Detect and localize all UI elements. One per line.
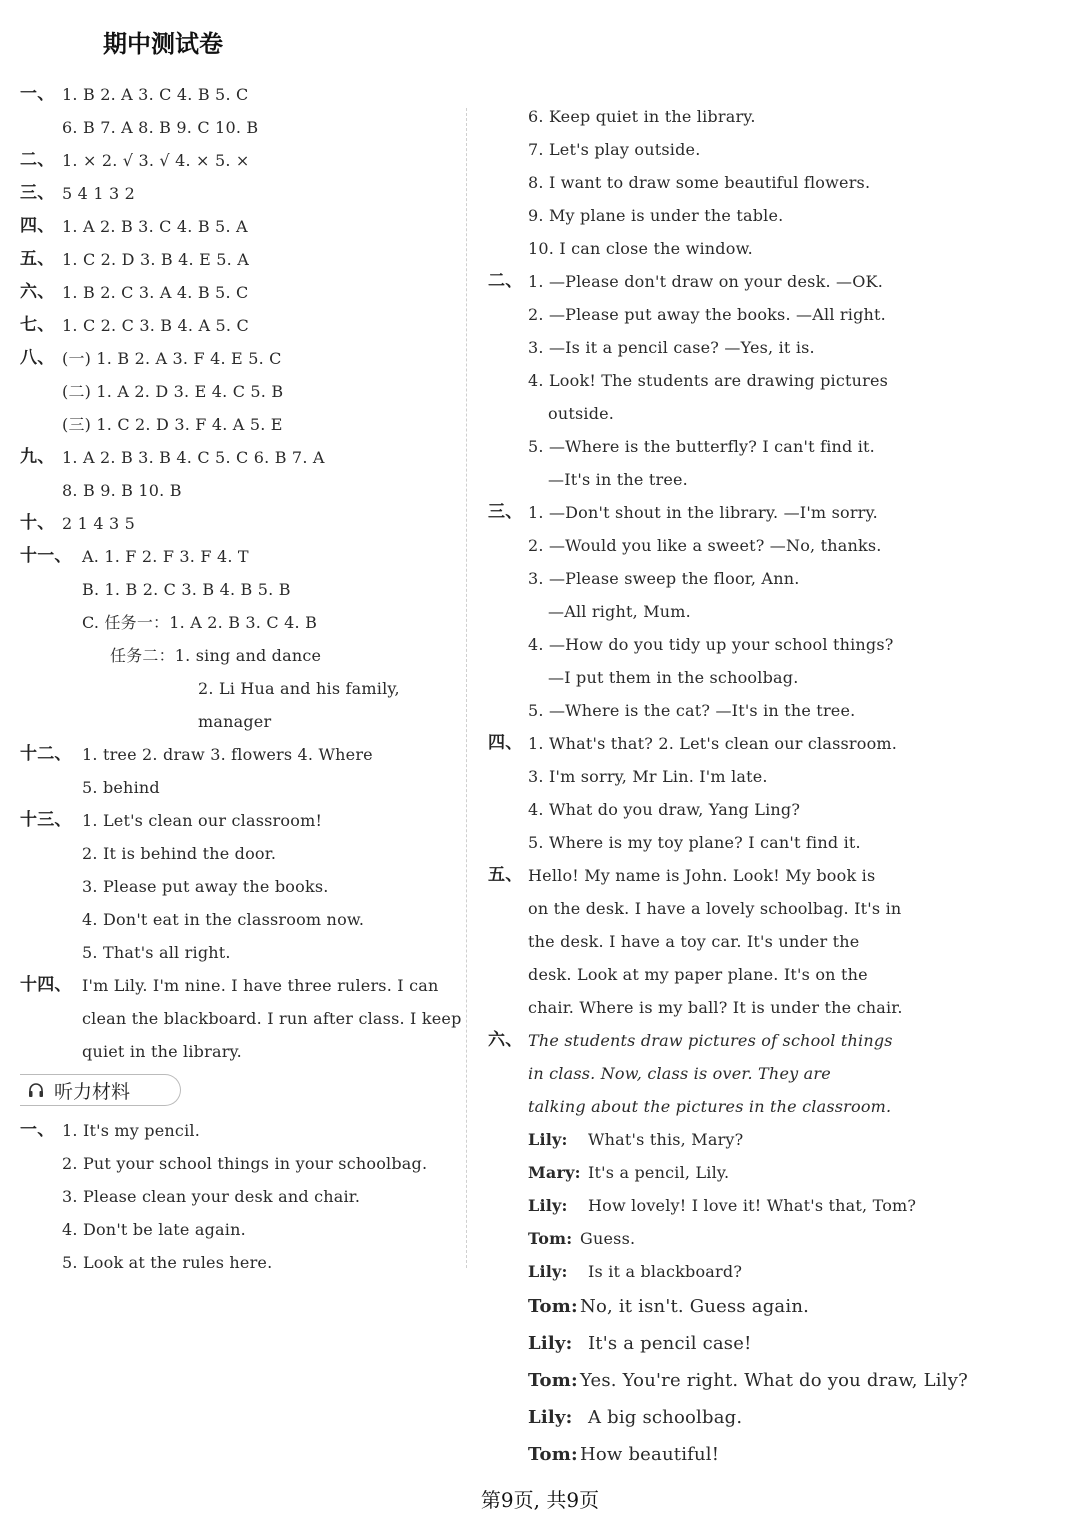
line-text: 8. B 9. B 10. B (62, 481, 182, 500)
right-column-line (488, 1090, 918, 1123)
section-label: 二、 (20, 150, 55, 170)
line-text: 2. It is behind the door. (82, 844, 277, 863)
dialogue-line (488, 1288, 918, 1325)
speaker-name: Lily: (528, 1333, 573, 1354)
right-column-line (488, 430, 918, 463)
line-text: 2. Put your school things in your schoolbag. (62, 1154, 428, 1173)
line-text: 4. —How do you tidy up your school things? (528, 635, 894, 654)
line-text: quiet in the library. (82, 1042, 242, 1061)
answer-key-list (20, 78, 462, 1068)
line-text: 4. Don't eat in the classroom now. (82, 910, 365, 929)
left-column-line (20, 441, 450, 474)
section-label: 六、 (488, 1030, 523, 1050)
line-text: 5. That's all right. (82, 943, 231, 962)
line-text: (二) 1. A 2. D 3. E 4. C 5. B (62, 382, 284, 401)
left-column-line (20, 474, 450, 507)
line-text: 1. —Don't shout in the library. —I'm sorry. (528, 503, 878, 522)
line-text: A. 1. F 2. F 3. F 4. T (82, 547, 249, 566)
line-text: 6. Keep quiet in the library. (528, 107, 756, 126)
right-column (488, 100, 968, 1473)
right-column-line (488, 232, 918, 265)
right-column-line (488, 166, 918, 199)
right-column-line (488, 661, 918, 694)
speaker-line: It's a pencil, Lily. (588, 1163, 730, 1182)
right-column-line (488, 760, 918, 793)
left-column-line (20, 78, 450, 111)
section-label: 三、 (488, 502, 523, 522)
line-text: 3. —Is it a pencil case? —Yes, it is. (528, 338, 815, 357)
dialogue-line (488, 1255, 918, 1288)
listening-badge-label: 听力材料 (54, 1080, 131, 1103)
line-text: 5. behind (82, 778, 160, 797)
left-column-line (20, 936, 450, 969)
section-label: 十三、 (20, 810, 72, 830)
line-text: 2. Li Hua and his family, (198, 679, 400, 698)
speaker-line: How lovely! I love it! What's that, Tom? (588, 1196, 917, 1215)
line-text: on the desk. I have a lovely schoolbag. It's in (528, 899, 902, 918)
line-text: 4. Don't be late again. (62, 1220, 246, 1239)
line-text: outside. (548, 404, 615, 423)
right-column-line (488, 793, 918, 826)
line-text: 6. B 7. A 8. B 9. C 10. B (62, 118, 259, 137)
right-column-line (488, 826, 918, 859)
dialogue-line (488, 1123, 918, 1156)
right-column-line (488, 958, 918, 991)
line-text: 1. B 2. C 3. A 4. B 5. C (62, 283, 249, 302)
line-text: desk. Look at my paper plane. It's on the (528, 965, 868, 984)
dialogue-line (488, 1189, 918, 1222)
line-text: 1. What's that? 2. Let's clean our classroom. (528, 734, 898, 753)
section-label: 四、 (20, 216, 55, 236)
section-label: 十一、 (20, 546, 72, 566)
right-column-line (488, 595, 918, 628)
left-column-line (20, 870, 450, 903)
line-text: (一) 1. B 2. A 3. F 4. E 5. C (62, 349, 282, 368)
dialogue-line (488, 1325, 918, 1362)
line-text: 1. B 2. A 3. C 4. B 5. C (62, 85, 249, 104)
line-text: B. 1. B 2. C 3. B 4. B 5. B (82, 580, 291, 599)
line-text: 5. —Where is the butterfly? I can't find it. (528, 437, 875, 456)
page-footer: 第9页, 共9页 (480, 1488, 600, 1512)
listening-list (20, 1114, 450, 1279)
line-text: 1. C 2. C 3. B 4. A 5. C (62, 316, 249, 335)
dialogue-line (488, 1436, 918, 1473)
speaker-line: Is it a blackboard? (588, 1262, 743, 1281)
section-label: 九、 (20, 447, 55, 467)
right-column-line (488, 991, 918, 1024)
headphones-icon (28, 1082, 44, 1098)
line-text: —All right, Mum. (548, 602, 691, 621)
speaker-name: Mary: (528, 1163, 581, 1182)
line-text: —I put them in the schoolbag. (548, 668, 799, 687)
line-text: in class. Now, class is over. They are (528, 1064, 831, 1083)
section-label: 十、 (20, 513, 55, 533)
speaker-name: Lily: (528, 1262, 568, 1281)
left-column-line (20, 639, 450, 672)
line-text: 1. —Please don't draw on your desk. —OK. (528, 272, 883, 291)
left-column-line (20, 144, 450, 177)
dialogue-line (488, 1362, 968, 1399)
speaker-line: Guess. (580, 1229, 636, 1248)
line-text: the desk. I have a toy car. It's under the (528, 932, 860, 951)
left-column-line (20, 540, 450, 573)
left-column-line (20, 606, 450, 639)
speaker-name: Tom: (528, 1370, 578, 1391)
right-column-line (488, 364, 918, 397)
listening-script-list (488, 100, 918, 1123)
speaker-line: A big schoolbag. (588, 1407, 743, 1428)
left-column (20, 78, 462, 1279)
right-column-line (488, 133, 918, 166)
left-column-line (20, 573, 450, 606)
section-label: 六、 (20, 282, 55, 302)
speaker-line: Yes. You're right. What do you draw, Lily? (580, 1370, 968, 1391)
left-column-line (20, 705, 450, 738)
line-text: 1. A 2. B 3. C 4. B 5. A (62, 217, 248, 236)
line-text: 5 4 1 3 2 (62, 184, 136, 203)
dialogue (488, 1123, 968, 1473)
right-column-line (488, 727, 918, 760)
line-text: 1. Let's clean our classroom! (82, 811, 323, 830)
right-column-line (488, 562, 918, 595)
listening-left-line (20, 1180, 450, 1213)
left-column-line (20, 771, 450, 804)
line-text: 1. tree 2. draw 3. flowers 4. Where (82, 745, 373, 764)
left-column-line (20, 210, 450, 243)
right-column-line (488, 265, 918, 298)
line-text: The students draw pictures of school things (528, 1031, 893, 1050)
left-column-line (20, 672, 450, 705)
section-label: 二、 (488, 271, 523, 291)
left-column-line (20, 111, 450, 144)
page-title: 期中测试卷 (103, 30, 223, 58)
left-column-line (20, 342, 450, 375)
line-text: 2. —Please put away the books. —All right. (528, 305, 886, 324)
line-text: 7. Let's play outside. (528, 140, 701, 159)
left-column-line (20, 804, 450, 837)
right-column-line (488, 331, 918, 364)
speaker-name: Tom: (528, 1296, 578, 1317)
line-text: 5. Where is my toy plane? I can't find it. (528, 833, 861, 852)
line-text: 10. I can close the window. (528, 239, 753, 258)
line-text: 2 1 4 3 5 (62, 514, 136, 533)
right-column-line (488, 1024, 918, 1057)
column-divider (466, 108, 467, 1268)
line-text: clean the blackboard. I run after class. I keep (82, 1009, 462, 1028)
left-column-line (20, 375, 450, 408)
line-text: I'm Lily. I'm nine. I have three rulers. I can (82, 976, 439, 995)
left-column-line (20, 1035, 450, 1068)
speaker-name: Tom: (528, 1444, 578, 1465)
right-column-line (488, 496, 918, 529)
section-label: 三、 (20, 183, 55, 203)
section-label: 五、 (488, 865, 523, 885)
line-text: 1. C 2. D 3. B 4. E 5. A (62, 250, 249, 269)
speaker-name: Lily: (528, 1407, 573, 1428)
speaker-line: No, it isn't. Guess again. (580, 1296, 810, 1317)
line-text: 任务二：1. sing and dance (110, 646, 322, 665)
speaker-name: Tom: (528, 1229, 573, 1248)
right-column-line (488, 925, 918, 958)
section-label: 十二、 (20, 744, 72, 764)
line-text: —It's in the tree. (548, 470, 688, 489)
dialogue-line (488, 1399, 918, 1436)
line-text: 5. Look at the rules here. (62, 1253, 273, 1272)
listening-left-line (20, 1147, 450, 1180)
listening-left-line (20, 1114, 450, 1147)
left-column-line (20, 507, 450, 540)
right-column-line (488, 298, 918, 331)
dialogue-line (488, 1156, 918, 1189)
right-column-line (488, 463, 918, 496)
section-label: 四、 (488, 733, 523, 753)
line-text: C. 任务一：1. A 2. B 3. C 4. B (82, 613, 318, 632)
line-text: manager (198, 712, 272, 731)
right-column-line (488, 529, 918, 562)
line-text: chair. Where is my ball? It is under the chair. (528, 998, 903, 1017)
section-label: 一、 (20, 84, 55, 104)
left-column-line (20, 309, 450, 342)
line-text: 5. —Where is the cat? —It's in the tree. (528, 701, 856, 720)
line-text: 2. —Would you like a sweet? —No, thanks. (528, 536, 882, 555)
speaker-line: How beautiful! (580, 1444, 720, 1465)
left-column-line (20, 903, 450, 936)
left-column-line (20, 243, 450, 276)
listening-badge (20, 1074, 181, 1106)
speaker-line: What's this, Mary? (588, 1130, 744, 1149)
line-text: 1. × 2. √ 3. √ 4. × 5. × (62, 151, 250, 170)
dialogue-line (488, 1222, 918, 1255)
right-column-line (488, 1057, 918, 1090)
left-column-line (20, 1002, 462, 1035)
section-label: 七、 (20, 315, 55, 335)
section-label: 八、 (20, 348, 55, 368)
right-column-line (488, 397, 918, 430)
left-column-line (20, 837, 450, 870)
line-text: Hello! My name is John. Look! My book is (528, 866, 876, 885)
right-column-line (488, 859, 918, 892)
line-text: 1. A 2. B 3. B 4. C 5. C 6. B 7. A (62, 448, 325, 467)
left-column-line (20, 738, 450, 771)
line-text: (三) 1. C 2. D 3. F 4. A 5. E (62, 415, 283, 434)
right-column-line (488, 694, 918, 727)
right-column-line (488, 100, 918, 133)
line-text: 4. Look! The students are drawing pictures (528, 371, 889, 390)
line-text: 1. It's my pencil. (62, 1121, 200, 1140)
section-label: 五、 (20, 249, 55, 269)
line-text: 3. Please clean your desk and chair. (62, 1187, 361, 1206)
speaker-name: Lily: (528, 1196, 568, 1215)
right-column-line (488, 892, 918, 925)
line-text: talking about the pictures in the classroom. (528, 1097, 892, 1116)
speaker-line: It's a pencil case! (588, 1333, 752, 1354)
section-label: 十四、 (20, 975, 72, 995)
line-text: 8. I want to draw some beautiful flowers. (528, 173, 871, 192)
line-text: 3. Please put away the books. (82, 877, 329, 896)
right-column-line (488, 199, 918, 232)
speaker-name: Lily: (528, 1130, 568, 1149)
line-text: 4. What do you draw, Yang Ling? (528, 800, 801, 819)
right-column-line (488, 628, 918, 661)
left-column-line (20, 408, 450, 441)
listening-left-line (20, 1246, 450, 1279)
section-label: 一、 (20, 1120, 55, 1140)
listening-left-line (20, 1213, 450, 1246)
left-column-line (20, 276, 450, 309)
line-text: 3. —Please sweep the floor, Ann. (528, 569, 800, 588)
line-text: 9. My plane is under the table. (528, 206, 784, 225)
left-column-line (20, 177, 450, 210)
line-text: 3. I'm sorry, Mr Lin. I'm late. (528, 767, 768, 786)
left-column-line (20, 969, 450, 1002)
